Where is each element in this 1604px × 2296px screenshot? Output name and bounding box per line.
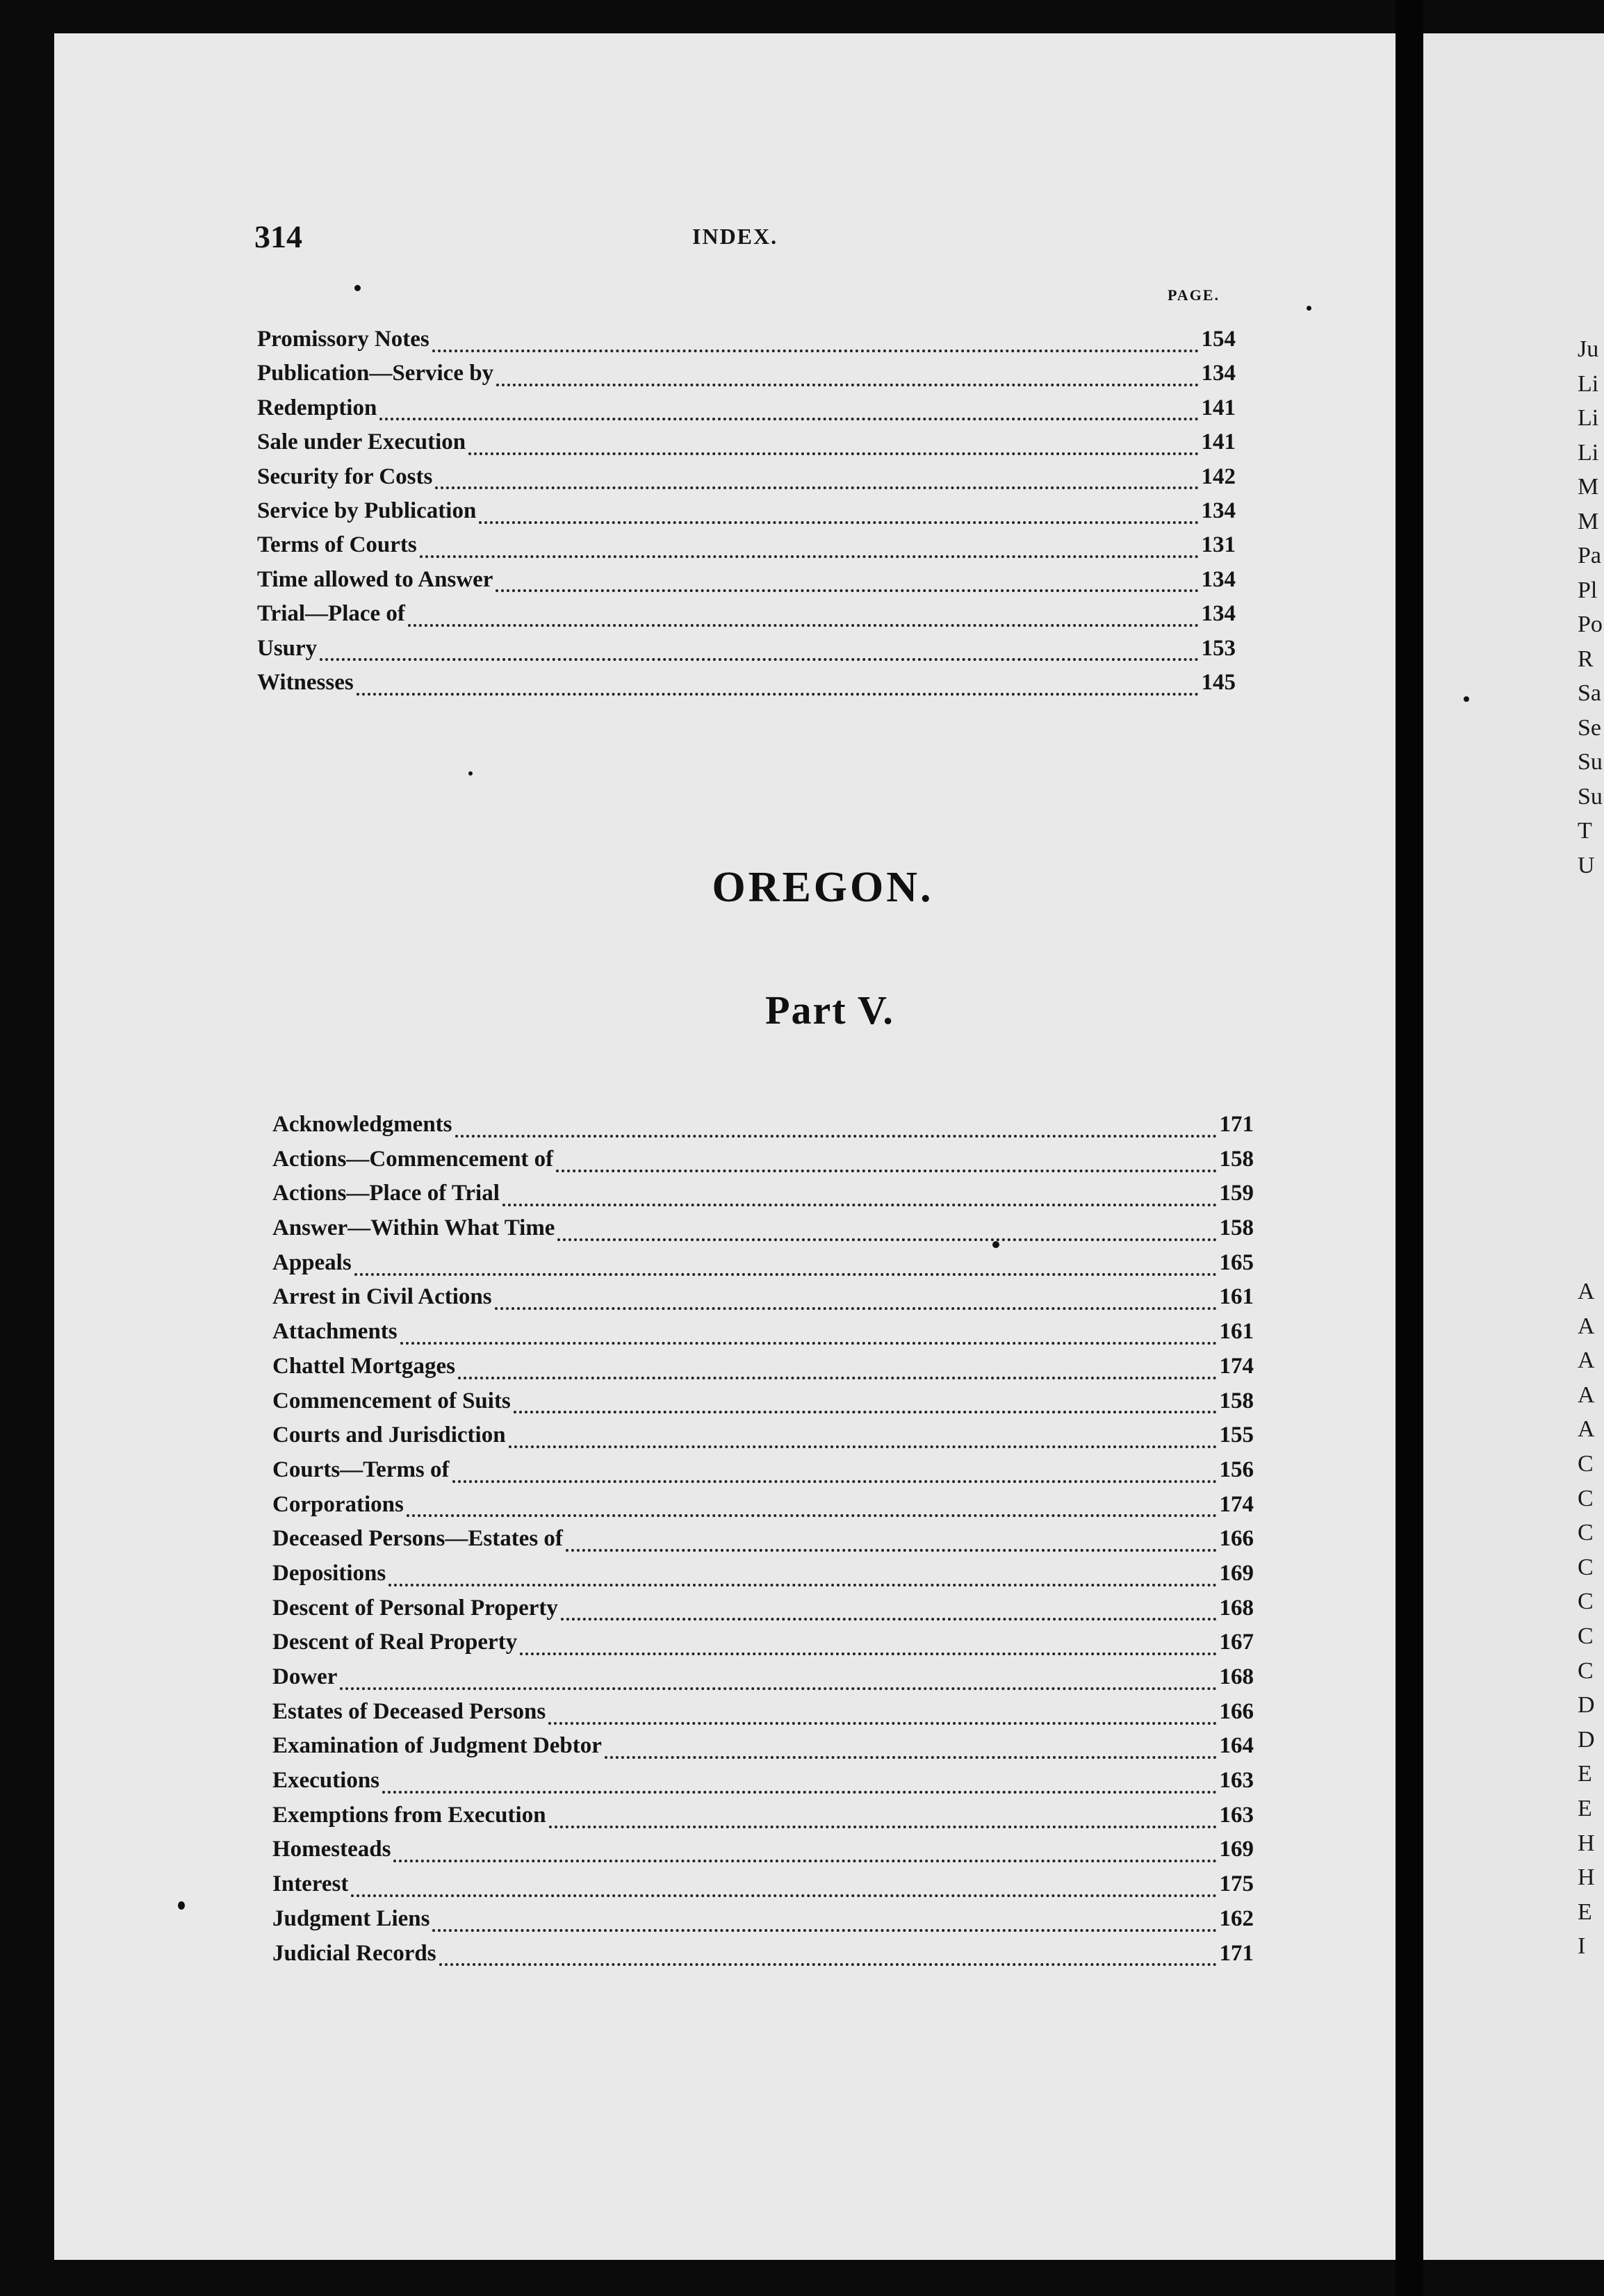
adjacent-page-letter: D (1578, 1726, 1595, 1753)
adjacent-page-letter: M (1578, 508, 1599, 534)
adjacent-page-letter: Se (1578, 714, 1601, 741)
entry-page-number: 175 (1219, 1871, 1254, 1897)
entry-name: Redemption (257, 395, 377, 420)
dot-leader (520, 1653, 1216, 1655)
index-entry (272, 1112, 1254, 1147)
state-title: OREGON. (712, 864, 934, 911)
entry-name: Homesteads (272, 1837, 391, 1862)
entry-page-number: 158 (1219, 1146, 1254, 1172)
entry-name: Chattel Mortgages (272, 1353, 456, 1379)
entry-page-number: 163 (1219, 1802, 1254, 1828)
dot-leader (549, 1826, 1217, 1828)
entry-page-number: 171 (1219, 1112, 1254, 1137)
entry-page-number: 169 (1219, 1560, 1254, 1586)
entry-name: Judicial Records (272, 1940, 436, 1966)
adjacent-page-letter: Li (1578, 439, 1599, 466)
entry-name: Promissory Notes (257, 327, 429, 352)
entry-name: Exemptions from Execution (272, 1802, 546, 1828)
index-entry (272, 1768, 1254, 1803)
entry-name: Publication—Service by (257, 361, 494, 386)
entry-page-number: 171 (1219, 1940, 1254, 1966)
dot-leader (393, 1860, 1216, 1862)
entry-name: Actions—Commencement of (272, 1146, 554, 1172)
index-entry (272, 1699, 1254, 1734)
adjacent-page-letter: A (1578, 1279, 1595, 1304)
index-entry (272, 1181, 1254, 1215)
entry-page-number: 168 (1219, 1664, 1254, 1689)
entry-page-number: 134 (1201, 361, 1236, 386)
entry-name: Executions (272, 1768, 380, 1794)
index-entry (257, 567, 1236, 601)
index-entry (257, 395, 1236, 429)
entry-page-number: 168 (1219, 1595, 1254, 1621)
dot-leader (479, 521, 1198, 524)
index-entry (257, 361, 1236, 395)
index-entry (272, 1630, 1254, 1664)
dot-leader (468, 452, 1198, 455)
dot-leader (379, 418, 1198, 420)
entry-page-number: 167 (1219, 1630, 1254, 1655)
adjacent-page-letter: Su (1578, 783, 1603, 810)
dot-leader (435, 486, 1198, 489)
adjacent-page-letter: C (1578, 1623, 1594, 1649)
index-entry (272, 1664, 1254, 1699)
print-speck (1307, 306, 1311, 311)
index-entry (257, 670, 1236, 704)
entry-page-number: 163 (1219, 1768, 1254, 1794)
index-entry (272, 1561, 1254, 1596)
entry-page-number: 161 (1219, 1319, 1254, 1345)
entry-page-number: 134 (1201, 601, 1236, 627)
dot-leader (452, 1480, 1217, 1483)
adjacent-page-letter: Li (1578, 370, 1599, 397)
entry-page-number: 159 (1219, 1181, 1254, 1206)
dot-leader (388, 1584, 1216, 1586)
index-entry (257, 327, 1236, 361)
entry-page-number: 164 (1219, 1733, 1254, 1759)
dot-leader (320, 658, 1198, 661)
index-entry (272, 1492, 1254, 1527)
adjacent-page-letter: C (1578, 1485, 1594, 1511)
dot-leader (400, 1342, 1217, 1345)
entry-page-number: 162 (1219, 1905, 1254, 1931)
index-entry (257, 429, 1236, 464)
page-number: 314 (254, 219, 302, 254)
adjacent-page-letter: I (1578, 1933, 1586, 1960)
adjacent-page-letter: D (1578, 1692, 1595, 1719)
entry-name: Estates of Deceased Persons (272, 1698, 546, 1724)
dot-leader (432, 350, 1199, 352)
index-entry (272, 1215, 1254, 1250)
entry-page-number: 158 (1219, 1215, 1254, 1241)
entry-page-number: 169 (1219, 1837, 1254, 1862)
entry-page-number: 174 (1219, 1353, 1254, 1379)
adjacent-page-letter: C (1578, 1657, 1594, 1684)
index-entry (257, 498, 1236, 532)
entry-name: Witnesses (257, 669, 354, 695)
adjacent-page-letter: Po (1578, 612, 1603, 637)
dot-leader (458, 1377, 1216, 1379)
entry-name: Terms of Courts (257, 532, 417, 558)
adjacent-page-letter: Sa (1578, 680, 1601, 706)
entry-name: Usury (257, 635, 318, 661)
adjacent-page-letter: E (1578, 1761, 1592, 1787)
adjacent-page-letter: A (1578, 1313, 1595, 1339)
adjacent-page-letter: R (1578, 646, 1594, 672)
adjacent-page-letter: Pl (1578, 577, 1598, 603)
entry-name: Interest (272, 1871, 349, 1897)
entry-page-number: 165 (1219, 1249, 1254, 1275)
adjacent-page-letter: A (1578, 1381, 1595, 1408)
index-entry (272, 1250, 1254, 1285)
index-entry (272, 1526, 1254, 1561)
entry-name: Actions—Place of Trial (272, 1181, 500, 1206)
entry-page-number: 134 (1201, 566, 1236, 592)
index-entry (272, 1354, 1254, 1388)
dot-leader (432, 1929, 1216, 1932)
index-entry (272, 1906, 1254, 1941)
entry-page-number: 142 (1201, 464, 1236, 489)
index-entry (257, 601, 1236, 635)
entry-name: Depositions (272, 1560, 386, 1586)
index-entry (272, 1837, 1254, 1871)
entry-name: Attachments (272, 1319, 398, 1345)
entry-name: Judgment Liens (272, 1905, 430, 1931)
entry-page-number: 166 (1219, 1698, 1254, 1724)
entry-page-number: 141 (1201, 429, 1236, 455)
entry-name: Trial—Place of (257, 601, 405, 627)
dot-leader (351, 1894, 1216, 1897)
index-list-oregon (272, 1112, 1254, 1975)
entry-page-number: 154 (1201, 327, 1236, 352)
entry-name: Time allowed to Answer (257, 566, 493, 592)
entry-name: Answer—Within What Time (272, 1215, 555, 1241)
entry-page-number: 166 (1219, 1526, 1254, 1552)
index-entry (272, 1803, 1254, 1837)
part-title: Part V. (765, 987, 894, 1033)
adjacent-page-letter: C (1578, 1520, 1594, 1546)
adjacent-page-letter: H (1578, 1830, 1595, 1856)
dot-leader (496, 589, 1198, 592)
adjacent-page-edge (1423, 33, 1604, 2260)
entry-name: Arrest in Civil Actions (272, 1284, 492, 1310)
adjacent-page-letter: A (1578, 1416, 1595, 1443)
print-speck (354, 285, 361, 291)
entry-name: Acknowledgments (272, 1112, 452, 1137)
entry-name: Sale under Execution (257, 429, 466, 455)
dot-leader (408, 624, 1199, 627)
dot-leader (340, 1687, 1216, 1690)
entry-page-number: 141 (1201, 395, 1236, 420)
entry-name: Appeals (272, 1249, 352, 1275)
print-speck (178, 1901, 185, 1910)
entry-page-number: 161 (1219, 1284, 1254, 1310)
dot-leader (561, 1618, 1217, 1621)
dot-leader (420, 555, 1199, 558)
dot-leader (354, 1273, 1217, 1276)
index-entry (272, 1388, 1254, 1423)
index-list-previous-state (257, 327, 1236, 704)
dot-leader (495, 1307, 1217, 1310)
dot-leader (455, 1135, 1217, 1138)
index-entry (272, 1284, 1254, 1319)
index-entry (272, 1319, 1254, 1354)
dot-leader (566, 1549, 1217, 1552)
index-entry (272, 1596, 1254, 1630)
adjacent-page-letter: C (1578, 1589, 1594, 1615)
entry-name: Service by Publication (257, 498, 477, 523)
adjacent-page-letter: C (1578, 1451, 1594, 1477)
dot-leader (509, 1445, 1217, 1448)
adjacent-page-letter: C (1578, 1554, 1594, 1580)
entry-page-number: 155 (1219, 1422, 1254, 1448)
index-entry (257, 532, 1236, 566)
entry-page-number: 131 (1201, 532, 1236, 558)
entry-name: Commencement of Suits (272, 1388, 511, 1413)
index-entry (257, 464, 1236, 498)
dot-leader (382, 1791, 1216, 1794)
entry-name: Descent of Real Property (272, 1630, 518, 1655)
adjacent-page-letter: H (1578, 1864, 1595, 1891)
index-entry (272, 1941, 1254, 1976)
entry-name: Courts and Jurisdiction (272, 1422, 506, 1448)
adjacent-page-letter: M (1578, 474, 1599, 500)
adjacent-page-letter: U (1578, 852, 1595, 878)
entry-name: Security for Costs (257, 464, 433, 489)
dot-leader (439, 1963, 1217, 1966)
print-speck (1464, 696, 1469, 702)
dot-leader (357, 693, 1199, 696)
dot-leader (557, 1238, 1216, 1241)
page-header (254, 218, 1241, 260)
adjacent-page-letter: E (1578, 1796, 1592, 1821)
adjacent-page-letter: Pa (1578, 543, 1601, 568)
entry-name: Corporations (272, 1491, 404, 1517)
entry-name: Courts—Terms of (272, 1457, 450, 1482)
adjacent-page-letter: E (1578, 1899, 1592, 1925)
entry-page-number: 134 (1201, 498, 1236, 523)
entry-page-number: 156 (1219, 1457, 1254, 1482)
index-entry (272, 1457, 1254, 1492)
dot-leader (502, 1204, 1217, 1206)
dot-leader (605, 1756, 1217, 1759)
page-column-heading: PAGE. (1168, 286, 1220, 304)
index-entry (272, 1147, 1254, 1181)
dot-leader (407, 1514, 1217, 1517)
page-gutter (1396, 0, 1423, 2296)
adjacent-page-letter: Su (1578, 749, 1603, 775)
print-speck (468, 771, 473, 776)
dot-leader (556, 1170, 1216, 1172)
entry-name: Dower (272, 1664, 338, 1689)
adjacent-page-letter: T (1578, 818, 1592, 844)
index-entry (272, 1733, 1254, 1768)
index-entry (257, 636, 1236, 670)
adjacent-page-letter: Li (1578, 405, 1599, 431)
index-entry (272, 1871, 1254, 1906)
adjacent-page-letter: A (1578, 1347, 1595, 1374)
running-head: INDEX. (692, 224, 778, 249)
print-speck (992, 1241, 999, 1248)
entry-page-number: 158 (1219, 1388, 1254, 1413)
adjacent-page-letter: Ju (1578, 336, 1599, 362)
dot-leader (548, 1722, 1216, 1725)
index-entry (272, 1422, 1254, 1457)
entry-name: Examination of Judgment Debtor (272, 1733, 602, 1759)
entry-page-number: 174 (1219, 1491, 1254, 1517)
dot-leader (496, 384, 1198, 386)
entry-page-number: 153 (1201, 635, 1236, 661)
entry-page-number: 145 (1201, 669, 1236, 695)
entry-name: Deceased Persons—Estates of (272, 1526, 563, 1552)
dot-leader (514, 1411, 1217, 1413)
entry-name: Descent of Personal Property (272, 1595, 558, 1621)
